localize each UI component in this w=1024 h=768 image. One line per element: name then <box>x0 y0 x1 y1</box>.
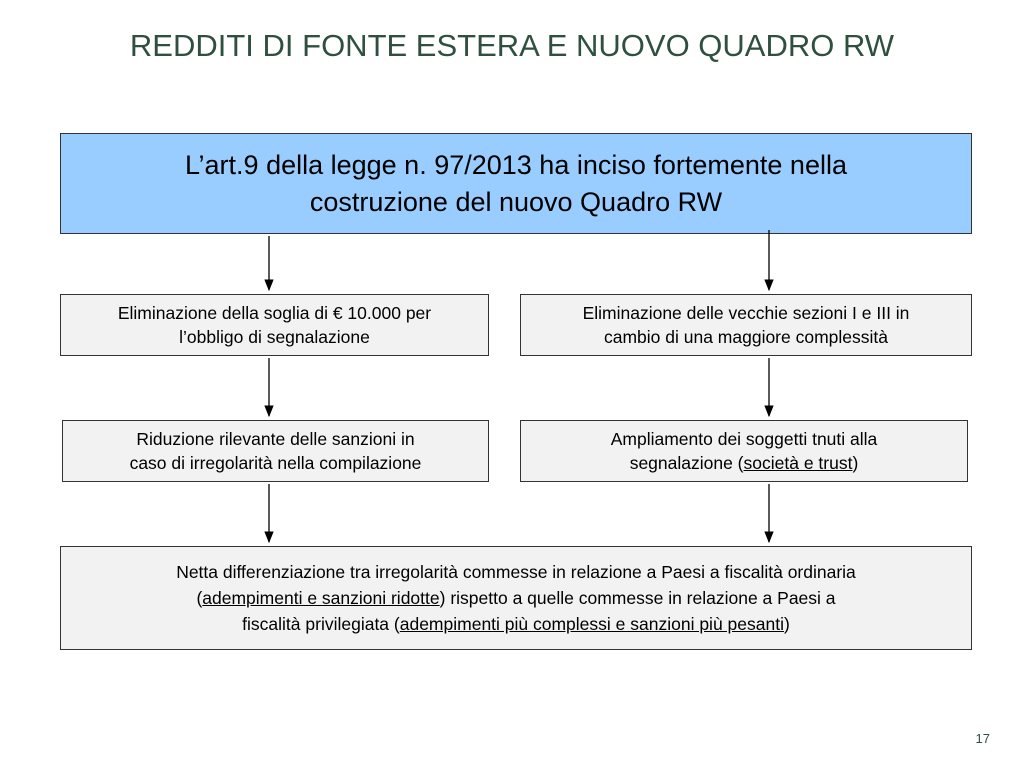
left-box-2-line-1: Riduzione rilevante delle sanzioni in <box>136 429 415 449</box>
right-box-1-line-2: cambio di una maggiore complessità <box>603 327 889 347</box>
left-box-1-line-2: l’obbligo di segnalazione <box>179 327 370 347</box>
right-box-2-line-2-suffix: ) <box>852 453 859 473</box>
bottom-box-underlined-2: adempimenti più complessi e sanzioni più pesanti <box>399 614 784 634</box>
left-box-2-line-2: caso di irregolarità nella compilazione <box>129 453 422 473</box>
slide-title: REDDITI DI FONTE ESTERA E NUOVO QUADRO RW <box>129 28 895 63</box>
right-box-2-line-2-prefix: segnalazione ( <box>629 453 744 473</box>
bottom-box-line-2-suffix: ) rispetto a quelle commesse in relazione a Paesi a <box>439 588 836 608</box>
bottom-box-line-1: Netta differenziazione tra irregolarità commesse in relazione a Paesi a fiscalità ordinaria <box>176 562 856 582</box>
bottom-box-line-2-prefix: ( <box>196 588 203 608</box>
top-box-line-2: costruzione del nuovo Quadro RW <box>309 186 723 217</box>
bottom-box-line-3-suffix: ) <box>783 614 790 634</box>
right-box-2-underlined: società e trust <box>743 453 853 473</box>
bottom-box-line-3-prefix: fiscalità privilegiata ( <box>242 614 400 634</box>
page-number: 17 <box>975 731 990 746</box>
bottom-box-underlined-1: adempimenti e sanzioni ridotte <box>202 588 440 608</box>
left-box-1-line-1: Eliminazione della soglia di € 10.000 per <box>117 303 432 323</box>
right-box-2-line-1: Ampliamento dei soggetti tnuti alla <box>610 429 878 449</box>
right-box-1-line-1: Eliminazione delle vecchie sezioni I e III in <box>582 303 910 323</box>
top-box-line-1: L’art.9 della legge n. 97/2013 ha inciso fortemente nella <box>185 149 847 180</box>
